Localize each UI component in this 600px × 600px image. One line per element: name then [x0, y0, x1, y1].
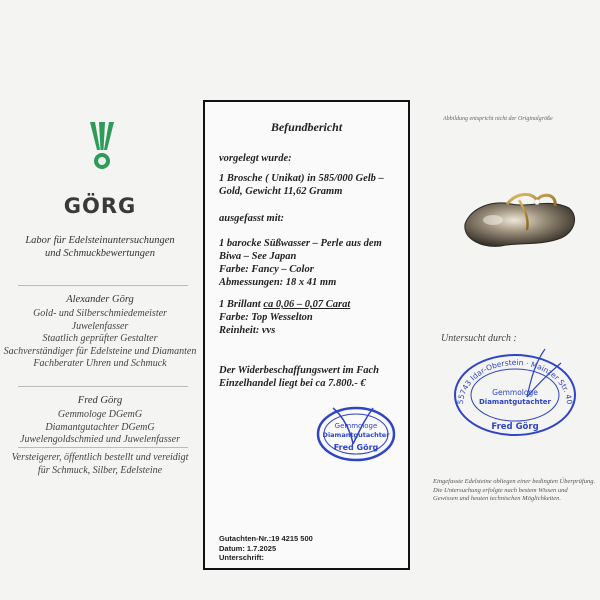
- certificate-number: Gutachten-Nr.:19 4215 500: [219, 534, 313, 543]
- image-caption: Abbildung entspricht nicht der Originalgröße: [443, 116, 553, 122]
- stamp-line-3: Fred Görg: [333, 443, 379, 452]
- report-title: Befundbericht: [270, 120, 343, 134]
- item-description: 1 Brosche ( Unikat) in 585/000 Gelb – Gold, Gewicht 11,62 Gramm: [219, 173, 384, 197]
- set-label: ausgefasst mit:: [219, 213, 285, 224]
- divider: [18, 386, 188, 387]
- stamp-oval: [313, 402, 399, 466]
- divider: [18, 285, 188, 286]
- image-column: [415, 0, 600, 600]
- divider: [18, 447, 188, 448]
- signature-label: Unterschrift:: [219, 553, 265, 562]
- brooch-photo-icon: [457, 190, 585, 256]
- stamp-title: Gemmologe: [492, 388, 538, 397]
- stamp-round: [445, 345, 585, 437]
- goerg-logo-icon: [88, 120, 116, 172]
- letterhead-column: [0, 0, 200, 600]
- person-alexander: Alexander Görg Gold- und Silberschmiedemeister Juwelenfasser Staatlich geprüfter Gestalter Sachverständiger für Edelsteine und Diamanten Fachberater Uhren und Schmuck: [3, 294, 197, 369]
- replacement-value: Der Widerbeschaffungswert im Fach Einzelhandel liegt bei ca 7.800.- €: [219, 365, 379, 389]
- pearl-description: 1 barocke Süßwasser – Perle aus dem Biwa – See Japan Farbe: Fancy – Color Abmessungen: 18 x 41 mm: [219, 238, 382, 288]
- presented-label: vorgelegt wurde:: [219, 153, 292, 164]
- stamp-line-2: Diamantgutachter: [322, 431, 390, 439]
- person-fred: Fred Görg Gemmologe DGemG Diamantgutachter DGemG Juwelengoldschmied und Juwelenfasser: [20, 395, 180, 445]
- stamp-address: 55743 Idar-Oberstein · Mainzer Str. 40: [455, 357, 575, 405]
- report-box: [203, 100, 410, 570]
- disclaimer-note: Eingefasste Edelsteine obliegen einer bedingten Überprüfung. Die Untersuchung erfolgte nach bestem Wissen und Gewissen und heuten technischen Möglichkeiten.: [433, 478, 596, 502]
- stamp-line-1: Gemmologe: [334, 422, 378, 430]
- examined-by-label: Untersucht durch :: [441, 333, 517, 344]
- auctioneer-note: Versteigerer, öffentlich bestellt und vereidigt für Schmuck, Silber, Edelsteine: [11, 452, 189, 476]
- stamp-subtitle: Diamantgutachter: [478, 398, 552, 406]
- report-meta: [219, 534, 313, 563]
- report-date: Datum: 1.7.2025: [219, 543, 277, 553]
- brand-name: GÖRG: [63, 194, 137, 218]
- stamp-name: Fred Görg: [491, 422, 539, 432]
- diamond-carat: ca 0,06 – 0,07 Carat: [263, 299, 351, 310]
- diamond-description: 1 Brillant ca 0,06 – 0,07 Carat Farbe: Top Wesselton Reinheit: vvs: [219, 299, 351, 336]
- lab-description: Labor für Edelsteinuntersuchungen und Schmuckbewertungen: [25, 235, 175, 259]
